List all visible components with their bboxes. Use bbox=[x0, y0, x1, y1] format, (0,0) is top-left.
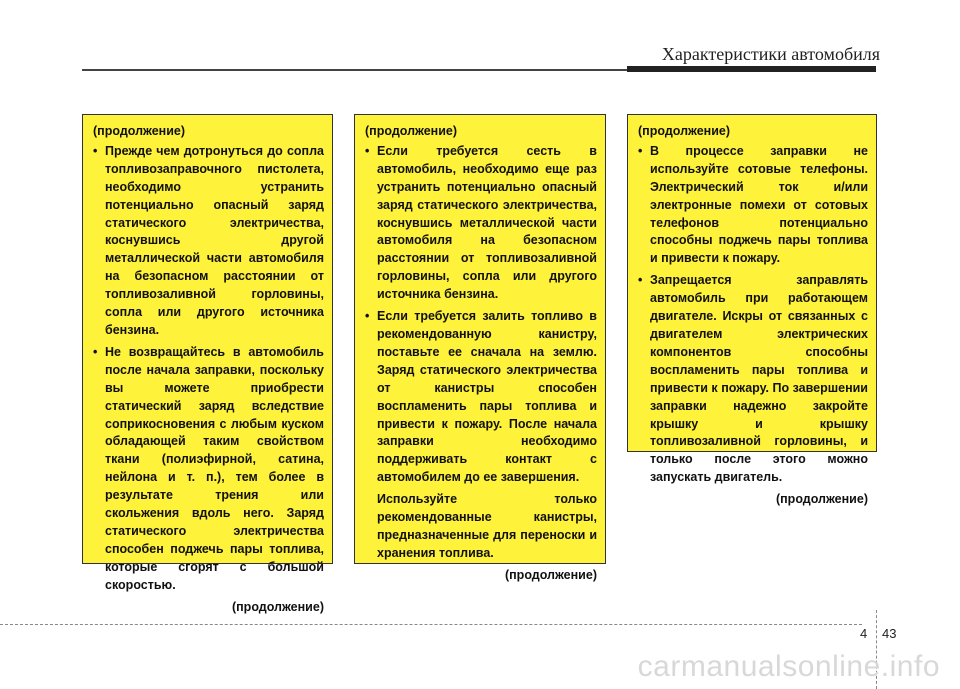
page-header-title: Характеристики автомобиля bbox=[661, 44, 880, 64]
header-divider-accent bbox=[627, 66, 876, 72]
continued-top-label: (продолжение) bbox=[365, 124, 458, 138]
bullet-text: • Не возвращайтесь в автомобиль после начала заправки, поскольку вы можете приобрести статический заряд вследствие соприкосновения с любым куском обладающей таким свойством ткани (полиэфирной, сатина, нейлона и т. п.), тем более в результате трения или скольжения вдоль него. Заряд статического электричества способен поджечь пары топлива, которые сгорят с большой скоростью. bbox=[105, 344, 324, 592]
continued-bottom-label: (продолжение) bbox=[231, 599, 324, 614]
bullet-item bbox=[93, 143, 324, 340]
warning-panel-2 bbox=[354, 114, 606, 582]
bullet-list bbox=[365, 143, 597, 563]
bullet-text: Используйте только рекомендованные канистры, предназначенные для переноски и хранения топлива. bbox=[377, 492, 597, 560]
warning-panel-3 bbox=[627, 114, 877, 507]
bullet-item bbox=[365, 143, 597, 304]
bullet-list bbox=[638, 143, 868, 487]
bullet-text: • Прежде чем дотронуться до сопла топливозаправочного пистолета, необходимо устранить потенциально опасный заряд статического электричества, коснувшись другой металлической части автомобиля на безопасном расстоянии от топливозаливной горловины, сопла или другого источника бензина. bbox=[105, 143, 324, 337]
continued-top-label: (продолжение) bbox=[638, 124, 731, 138]
bullet-list bbox=[93, 143, 324, 595]
bullet-item bbox=[638, 272, 868, 487]
bullet-item bbox=[93, 344, 324, 595]
bullet-text: • Если требуется залить топливо в рекомендованную канистру, поставьте ее сначала на землю. Заряд статического электричества от канистры способен воспламенить пары топлива и привести к пожару. После начала заправки необходимо поддерживать контакт с автомобилем до ее завершения. bbox=[377, 309, 597, 485]
bullet-text: • Если требуется сесть в автомобиль, необходимо еще раз устранить потенциально опасный заряд статического электричества, коснувшись металлической части автомобиля на безопасном расстоянии от топливозаливной горловины, сопла или другого источника бензина. bbox=[377, 143, 597, 302]
footer-divider bbox=[0, 624, 862, 625]
bullet-item bbox=[365, 308, 597, 563]
chapter-number: 4 bbox=[860, 626, 868, 641]
bullet-text: • Запрещается заправлять автомобиль при работающем двигателе. Искры от связанных с двигателем электрических компонентов способны воспламенить пары топлива и привести к пожару. По завершении заправки надежно закройте крышку и крышку топливозаливной горловины, и только после этого можно запускать двигатель. bbox=[650, 273, 868, 485]
bullet-text: • В процессе заправки не используйте сотовые телефоны. Электрический ток и/или электронные помехи от сотовых телефонов потенциально способны поджечь пары топлива и привести к пожару. bbox=[650, 143, 868, 266]
header-divider bbox=[82, 69, 627, 71]
continued-bottom-label: (продолжение) bbox=[775, 492, 868, 507]
continued-top-label: (продолжение) bbox=[93, 124, 186, 138]
continued-bottom-label: (продолжение) bbox=[504, 567, 597, 582]
page-number: 43 bbox=[882, 626, 897, 641]
bullet-item bbox=[638, 143, 868, 268]
warning-panel-1 bbox=[82, 114, 333, 614]
watermark: carmanualsonline.info bbox=[637, 650, 940, 683]
